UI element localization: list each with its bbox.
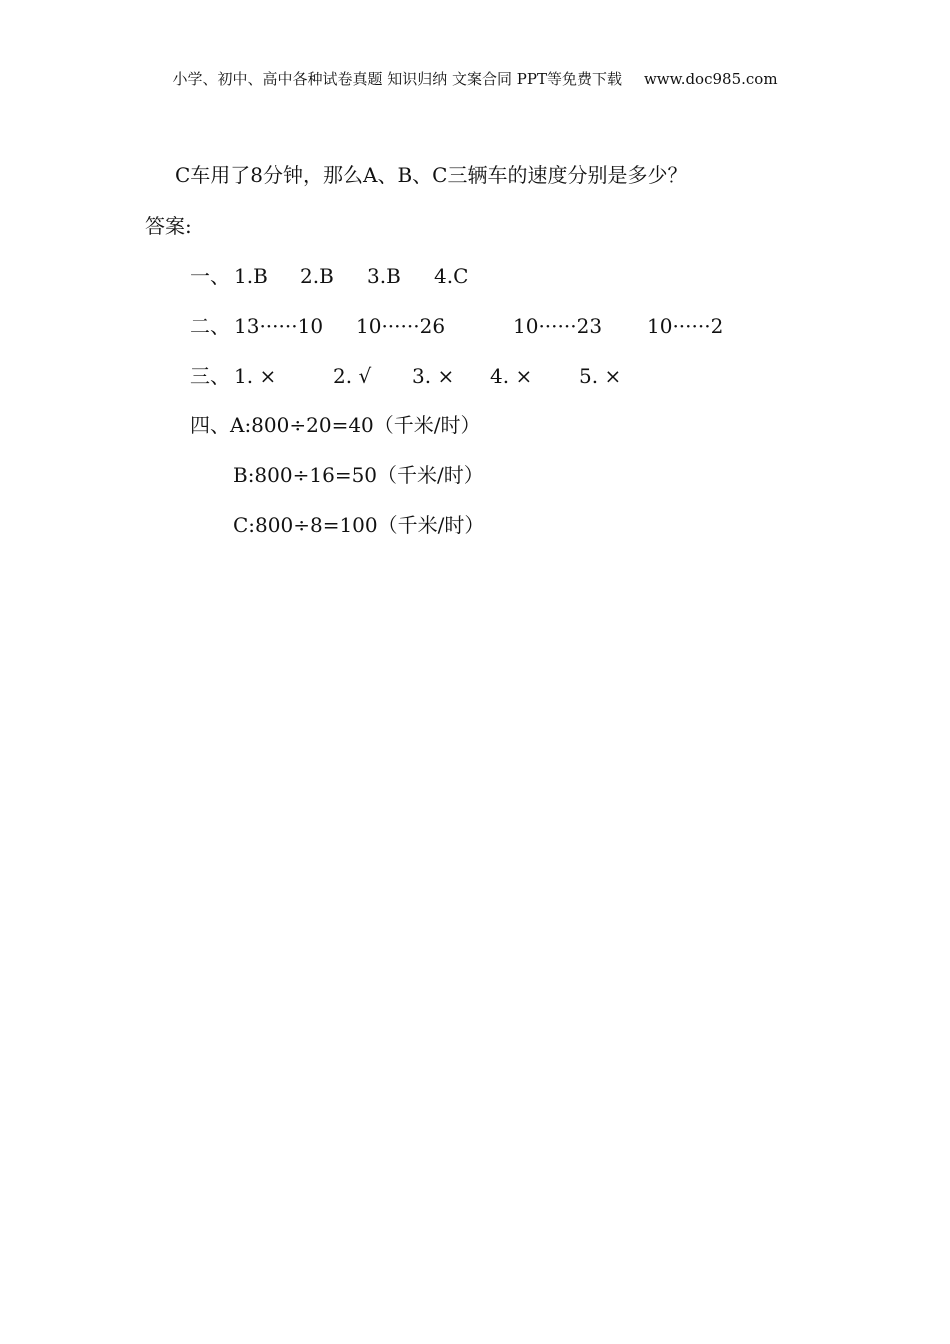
- section-2-item: 10······2: [647, 314, 724, 338]
- section-1-item: 2.B: [300, 264, 334, 288]
- section-3-item: 1. ×: [234, 364, 277, 388]
- section-1-item: 1.B: [234, 264, 268, 288]
- section-2-item: 10······23: [513, 314, 603, 338]
- answer-section-3: [190, 364, 622, 388]
- section-4-line: C:800÷8=100（千米/时）: [233, 513, 485, 537]
- answer-section-2: [190, 314, 724, 338]
- answer-section-1: [190, 264, 469, 288]
- section-3-item: 4. ×: [490, 364, 533, 388]
- section-2-item: 13······10: [234, 314, 324, 338]
- answer-heading: 答案:: [145, 214, 192, 238]
- section-3-item: 2. √: [333, 364, 372, 388]
- section-4-prefix: 四、: [190, 413, 230, 437]
- section-3-item: 3. ×: [412, 364, 455, 388]
- section-2-prefix: 二、: [190, 314, 230, 338]
- section-3-prefix: 三、: [190, 364, 230, 388]
- section-1-prefix: 一、: [190, 264, 230, 288]
- section-4-line: B:800÷16=50（千米/时）: [233, 463, 484, 487]
- section-3-item: 5. ×: [579, 364, 622, 388]
- page-header: [0, 68, 950, 89]
- header-text: 小学、初中、高中各种试卷真题 知识归纳 文案合同 PPT等免费下载: [172, 70, 622, 88]
- question-text: C车用了8分钟，那么A、B、C三辆车的速度分别是多少？: [175, 163, 688, 187]
- answer-section-4: [190, 413, 481, 437]
- section-4-line: A:800÷20=40（千米/时）: [230, 413, 481, 437]
- section-1-item: 4.C: [434, 264, 469, 288]
- header-site: www.doc985.com: [643, 70, 778, 88]
- section-1-item: 3.B: [367, 264, 401, 288]
- section-2-item: 10······26: [356, 314, 446, 338]
